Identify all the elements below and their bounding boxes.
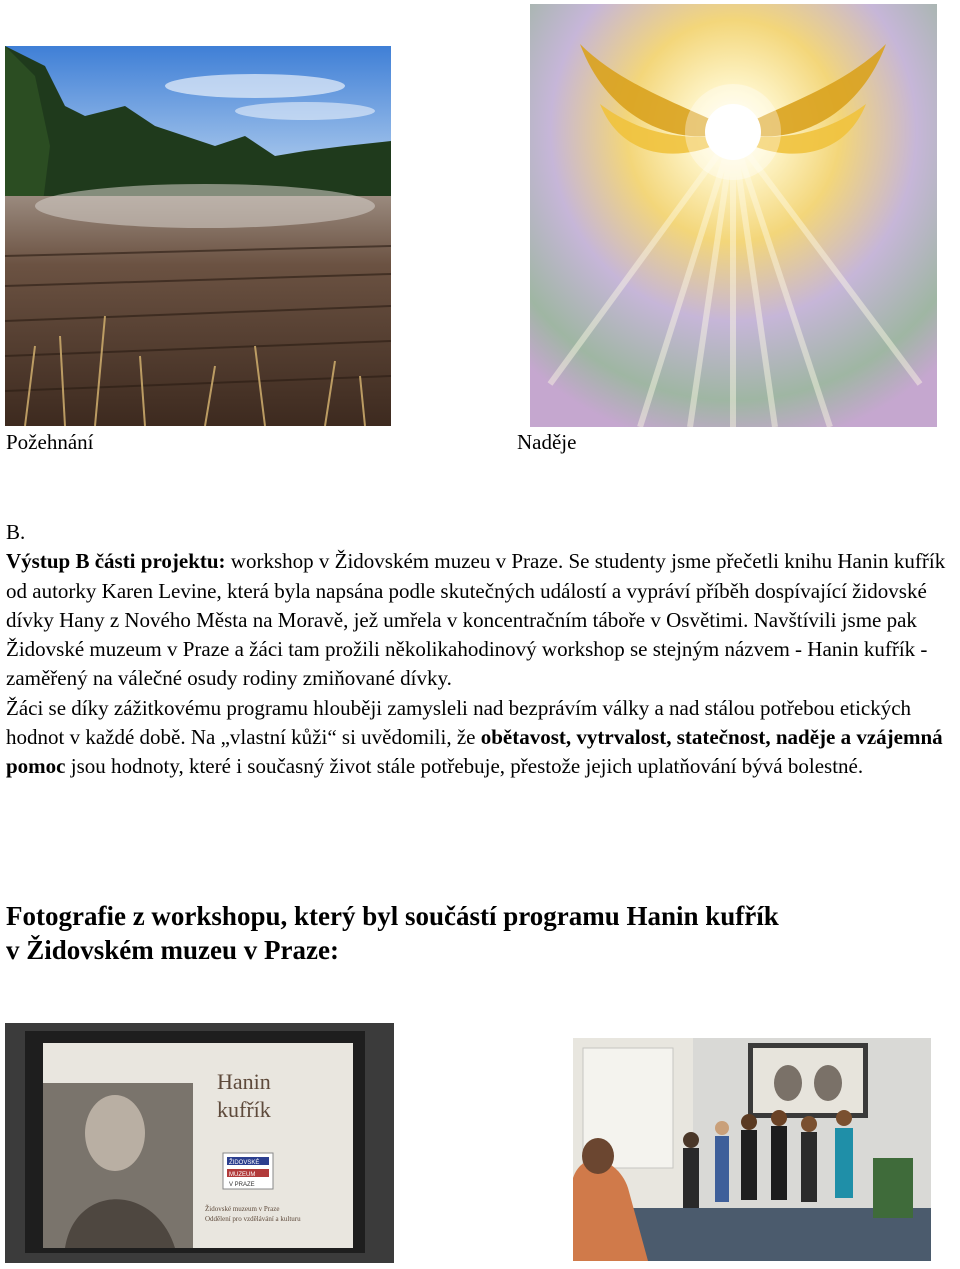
logo-line2: MUZEUM	[229, 1172, 256, 1178]
paragraph-1	[6, 547, 958, 693]
field-photo	[5, 46, 391, 426]
paragraph-2-bold: obětavost, vytrvalost, statečnost, naděje a vzájemná pomoc	[6, 725, 943, 779]
workshop-students-photo	[573, 1038, 931, 1261]
caption-blessing: Požehnání	[6, 430, 94, 454]
photos-heading-line2: v Židovském muzeu v Praze:	[6, 935, 339, 965]
section-b-text	[6, 518, 958, 782]
screen-footer-line1: Židovské muzeum v Praze	[205, 1205, 280, 1213]
photos-heading	[6, 899, 946, 967]
screen-footer-line2: Oddělení pro vzdělávání a kulturu	[205, 1215, 301, 1223]
paragraph-1-lead: Výstup B části projektu:	[6, 549, 226, 574]
screen-title-line1: Hanin	[217, 1069, 271, 1094]
screen-title-line2: kufřík	[217, 1097, 271, 1122]
paragraph-2-end: jsou hodnoty, které i současný život stále potřebuje, přestože jejich uplatňování bývá bolestné.	[65, 754, 864, 779]
angel-image	[530, 4, 937, 427]
caption-hope: Naděje	[517, 430, 577, 454]
paragraph-2	[6, 694, 958, 782]
section-letter: B.	[6, 520, 26, 544]
workshop-screen-photo	[5, 1023, 394, 1263]
logo-line3: V PRAZE	[229, 1182, 255, 1188]
paragraph-2-start: Žáci se díky zážitkovému programu hlouběji zamysleli nad bezprávím války a nad stálou potřebou etických hodnot v každé době. Na „vlastní kůži“ si uvědomili, že	[6, 695, 912, 750]
logo-line1: ŽIDOVSKÉ	[229, 1160, 260, 1166]
photos-heading-line1: Fotografie z workshopu, který byl součástí programu Hanin kufřík	[6, 901, 779, 931]
paragraph-1-text: workshop v Židovském muzeu v Praze. Se studenty jsme přečetli knihu Hanin kufřík od autorky Karen Levine, která byla napsána podle skutečných událostí a vypráví příběh dospívající židovské dívky Hany z Nového Města na Moravě, jež umřela v koncentračním táboře v Osvětimi. Navštívili jsme pak Židovské muzeum v Praze a žáci tam prožili několikahodinový workshop se stejným názvem - Hanin kufřík - zaměřený na válečné osudy rodiny zmiňované dívky.	[6, 549, 946, 691]
